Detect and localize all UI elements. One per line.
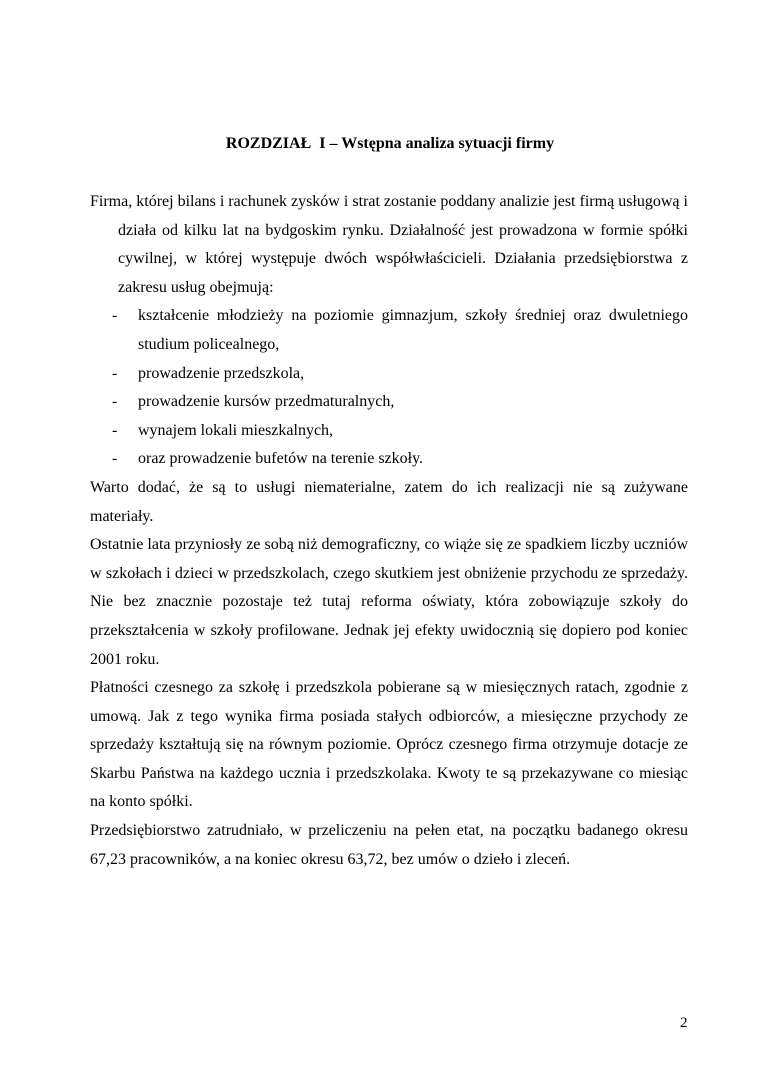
list-item — [90, 417, 688, 446]
list-item-text: wynajem lokali mieszkalnych, — [138, 421, 334, 439]
list-item-text: kształcenie młodzieży na poziomie gimnazjum, szkoły średniej oraz dwuletniego studium policealnego, — [138, 307, 688, 353]
list-item — [90, 388, 688, 417]
list-dash: - — [112, 364, 118, 382]
list-item — [90, 360, 688, 389]
document-body — [90, 188, 688, 874]
chapter-title: ROZDZIAŁ I – Wstępna analiza sytuacji firmy — [225, 135, 555, 152]
paragraph-materials: Warto dodać, że są to usługi niematerialne, zatem do ich realizacji nie są zużywane materiały. — [90, 478, 688, 525]
paragraph-demographics: Ostatnie lata przyniosły ze sobą niż demograficzny, co wiąże się ze spadkiem liczby uczniów w szkołach i dzieci w przedszkolach, czego skutkiem jest obniżenie przychodu ze sprzedaży. Nie bez znacznie pozostaje też tutaj reforma oświaty, która zobowiązuje szkoły do przekształcenia w szkoły profilowane. Jednak jej efekty uwidocznią się dopiero pod koniec 2001 roku. — [90, 536, 688, 668]
page-number: 2 — [680, 1015, 688, 1031]
list-item-text: oraz prowadzenie bufetów na terenie szkoły. — [138, 450, 424, 468]
paragraph-payments: Płatności czesnego za szkołę i przedszkola pobierane są w miesięcznych ratach, zgodnie z umową. Jak z tego wynika firma posiada stałych odbiorców, a miesięczne przychody ze sprzedaży kształtują się na równym poziomie. Oprócz czesnego firma otrzymuje dotacje ze Skarbu Państwa na każdego ucznia i przedszkolaka. Kwoty te są przekazywane co miesiąc na konto spółki. — [90, 679, 688, 811]
list-item — [90, 445, 688, 474]
services-list — [90, 302, 688, 474]
list-dash: - — [112, 421, 118, 439]
list-item-text: prowadzenie kursów przedmaturalnych, — [138, 393, 395, 411]
paragraph-employment: Przedsiębiorstwo zatrudniało, w przeliczeniu na pełen etat, na początku badanego okresu 67,23 pracowników, a na koniec okresu 63,72, bez umów o dzieło i zleceń. — [90, 822, 688, 868]
list-item — [90, 302, 688, 359]
list-dash: - — [112, 393, 118, 411]
list-item-text: prowadzenie przedszkola, — [138, 364, 305, 382]
list-dash: - — [112, 450, 118, 468]
list-dash: - — [112, 307, 118, 325]
intro-paragraph: Firma, której bilans i rachunek zysków i strat zostanie poddany analizie jest firmą usługową i działa od kilku lat na bydgoskim rynku. Działalność jest prowadzona w formie spółki cywilnej, w której występuje dwóch współwłaścicieli. Działania przedsiębiorstwa z zakresu usług obejmują: — [90, 193, 688, 296]
